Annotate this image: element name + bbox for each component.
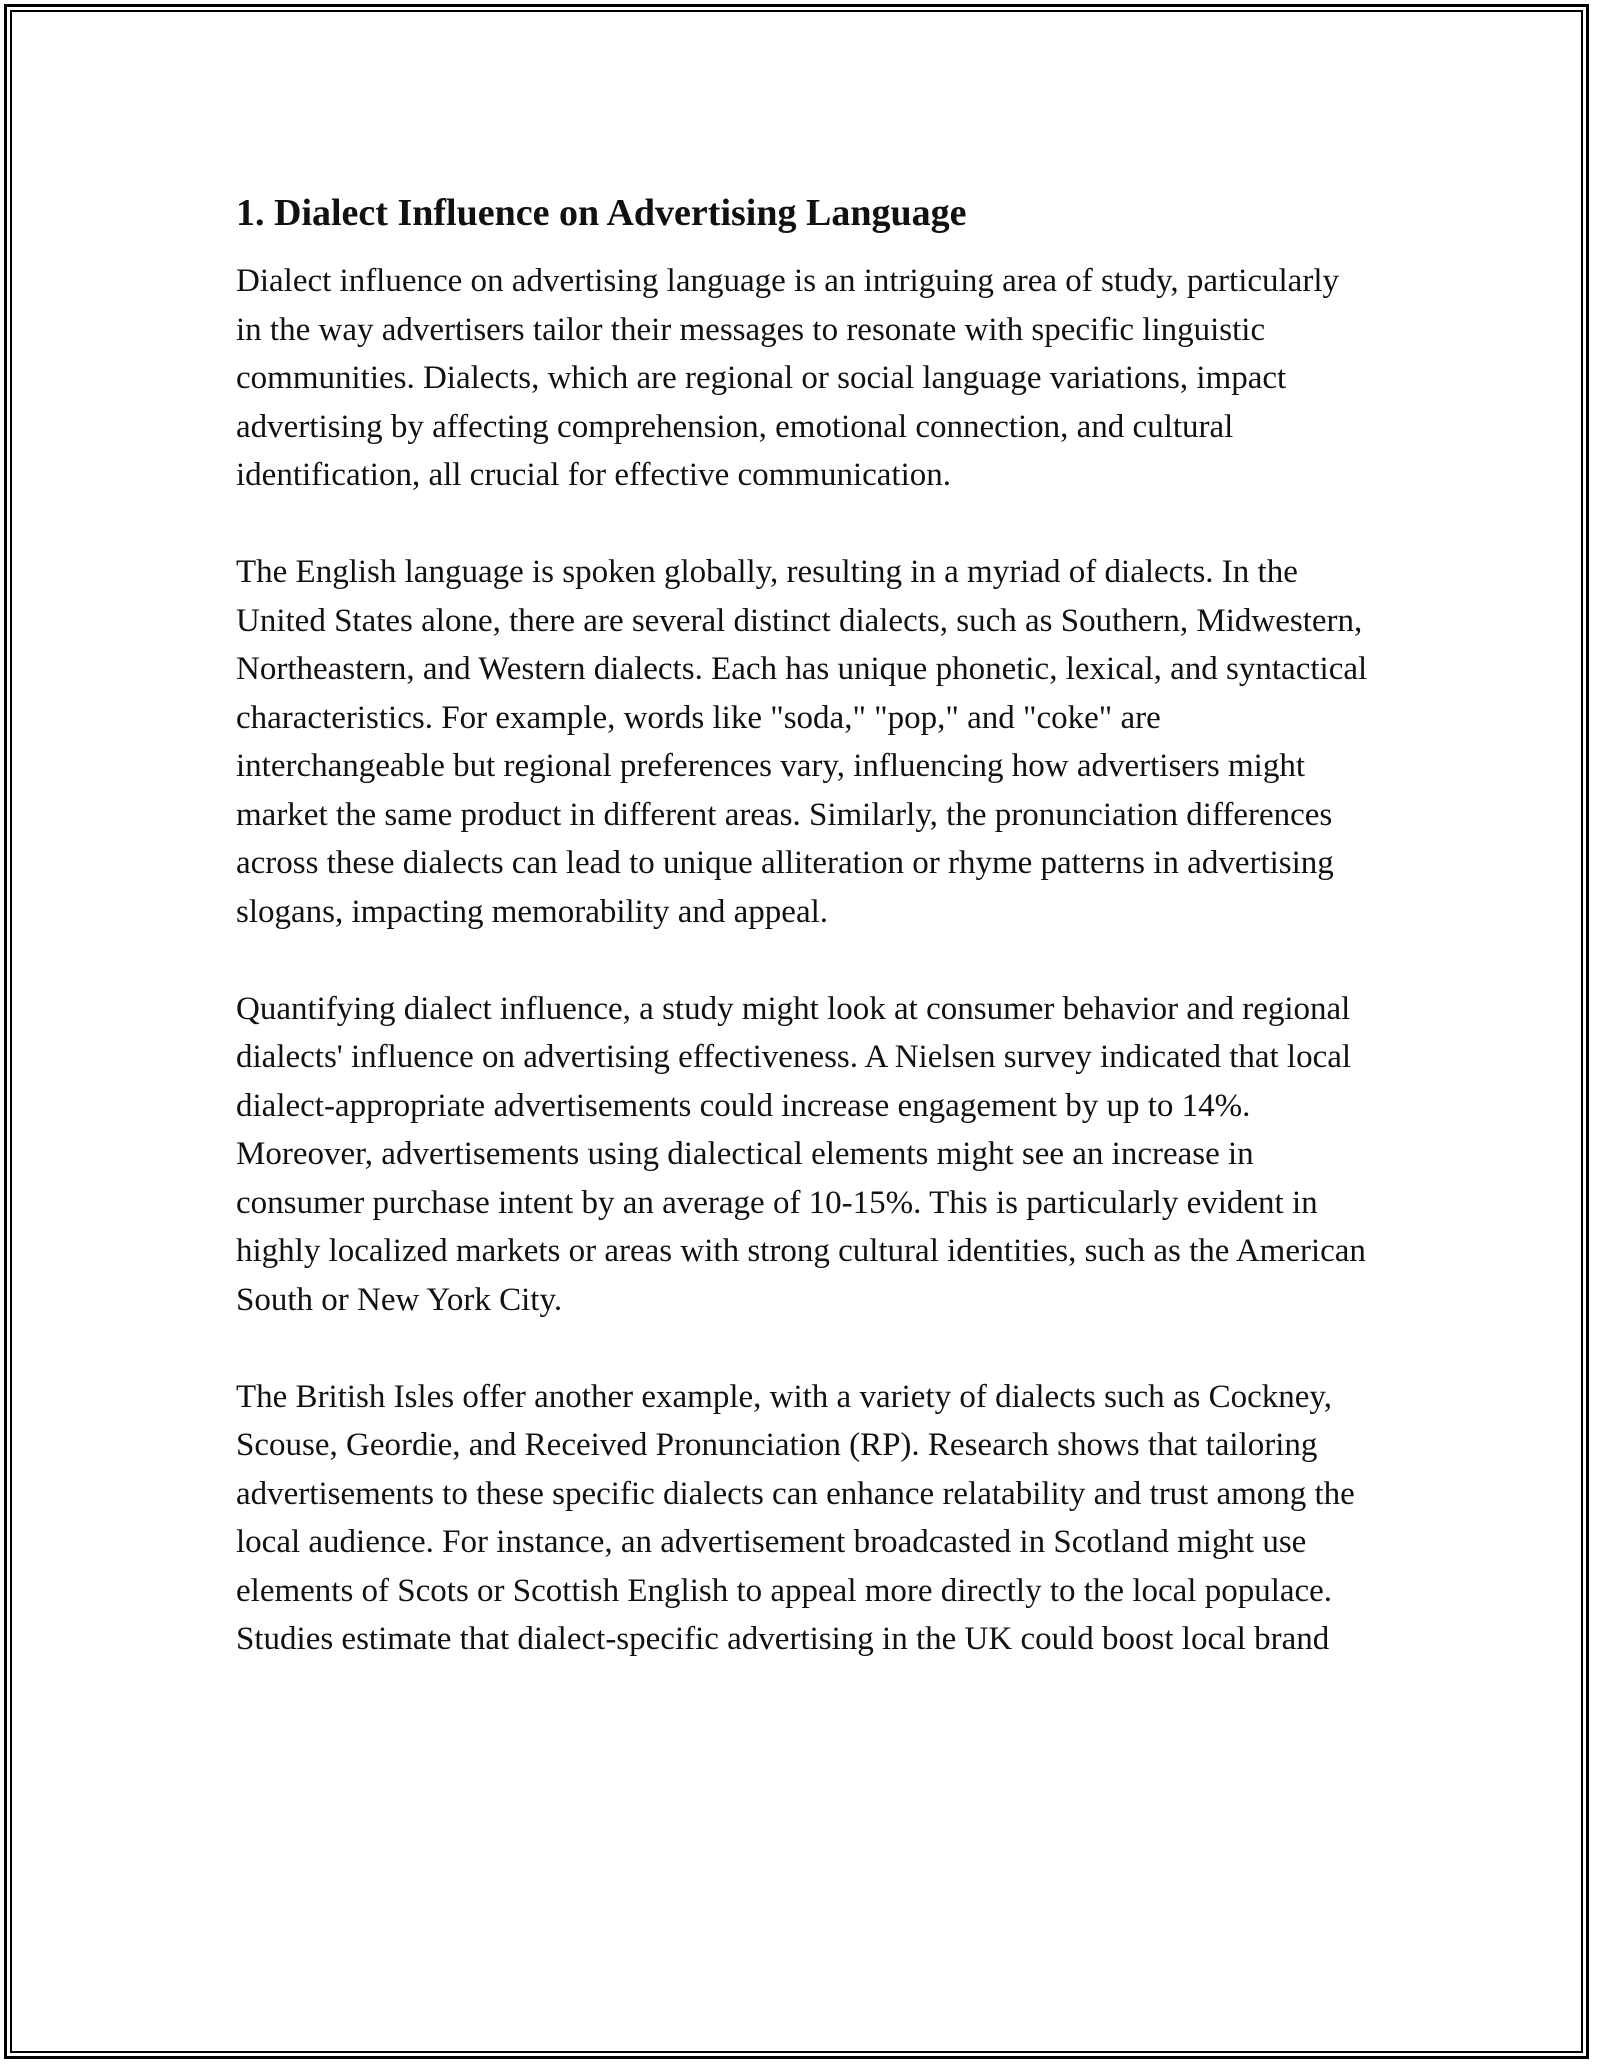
document-body [236, 185, 1371, 1712]
section-heading: 1. Dialect Influence on Advertising Language [236, 192, 967, 234]
paragraph-quantifying-influence: Quantifying dialect influence, a study might look at consumer behavior and regional dialects' influence on advertising effectiveness. A Nielsen survey indicated that local dialect-appropriate advertisements could increase engagement by up to 14%. Moreover, advertisements using dialectical elements might see an increase in consumer purchase intent by an average of 10-15%. This is particularly evident in highly localized markets or areas with strong cultural identities, such as the American South or New York City. [236, 990, 1366, 1318]
paragraph-us-dialects: The English language is spoken globally, resulting in a myriad of dialects. In the United States alone, there are several distinct dialects, such as Southern, Midwestern, Northeastern, and Western dialects. Each has unique phonetic, lexical, and syntactical characteristics. For example, words like "soda," "pop," and "coke" are interchangeable but regional preferences vary, influencing how advertisers might market the same product in different areas. Similarly, the pronunciation differences across these dialects can lead to unique alliteration or rhyme patterns in advertising slogans, impacting memorability and appeal. [236, 554, 1368, 930]
paragraph-british-isles: The British Isles offer another example, with a variety of dialects such as Cockney, Scouse, Geordie, and Received Pronunciation (RP). Research shows that tailoring advertisements to these specific dialects can enhance relatability and trust among the local audience. For instance, an advertisement broadcasted in Scotland might use elements of Scots or Scottish English to appeal more directly to the local populace. Studies estimate that dialect-specific advertising in the UK could boost local brand [236, 1378, 1355, 1657]
paragraph-intro: Dialect influence on advertising language is an intriguing area of study, particularly in the way advertisers tailor their messages to resonate with specific linguistic communities. Dialects, which are regional or social language variations, impact advertising by affecting comprehension, emotional connection, and cultural identification, all crucial for effective communication. [236, 263, 1339, 493]
